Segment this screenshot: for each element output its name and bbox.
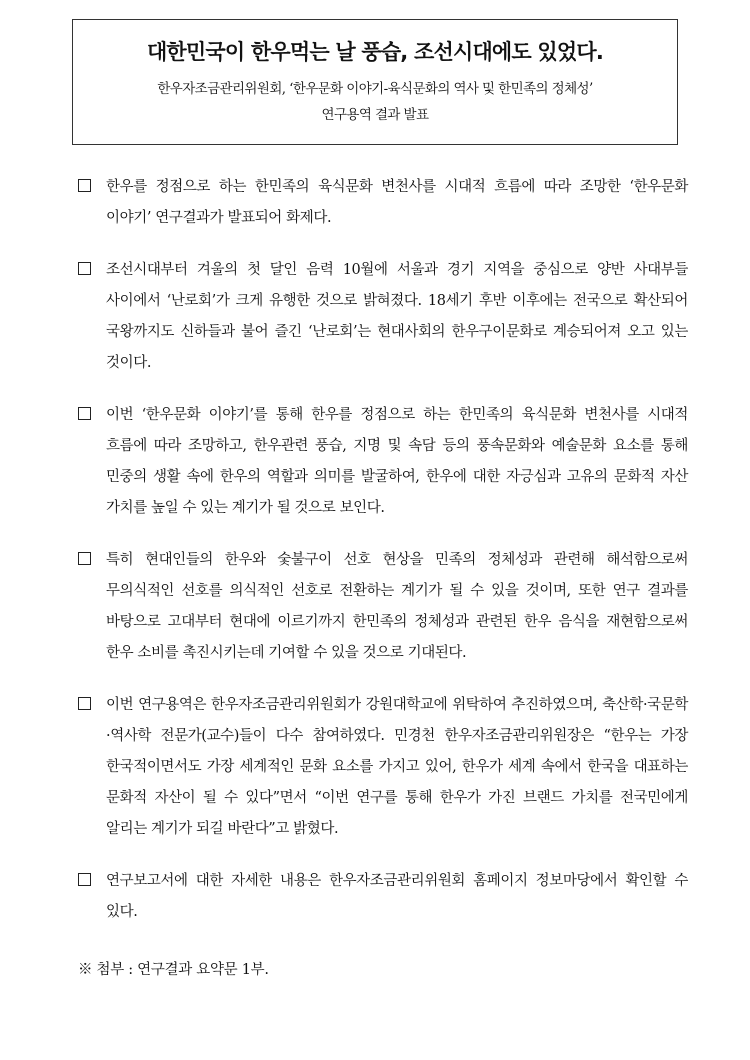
paragraph-item: [78, 255, 688, 379]
subtitle-line-2: 연구용역 결과 발표: [321, 107, 429, 123]
checkbox-bullet-icon: [78, 262, 91, 275]
subtitle-line-1: 한우자조금관리위원회, ‘한우문화 이야기-육식문화의 역사 및 한민족의 정체성’: [157, 81, 593, 97]
checkbox-bullet-icon: [78, 697, 91, 710]
paragraph-item: [78, 172, 688, 234]
paragraph-item: [78, 400, 688, 524]
checkbox-bullet-icon: [78, 873, 91, 886]
press-release-body: [78, 172, 688, 949]
paragraph-text: 한우를 정점으로 하는 한민족의 육식문화 변천사를 시대적 흐름에 따라 조망한 ‘한우문화 이야기’ 연구결과가 발표되어 화제다.: [106, 179, 688, 226]
attachment-note: ※ 첨부 : 연구결과 요약문 1부.: [78, 962, 269, 978]
paragraph-item: [78, 545, 688, 669]
paragraph-text: 이번 연구용역은 한우자조금관리위원회가 강원대학교에 위탁하여 추진하였으며, 축산학·국문학·역사학 전문가(교수)들이 다수 참여하였다. 민경천 한우자조금관리위원장은 “한우는 가장 한국적이면서도 가장 세계적인 문화 요소를 가지고 있어, 한우가 세계 속에서 한국을 대표하는 문화적 자산이 될 수 있다”면서 “이번 연구를 통해 한우가 가진 브랜드 가치를 전국민에게 알리는 계기가 되길 바란다”고 밝혔다.: [106, 697, 688, 837]
paragraph-text: 조선시대부터 겨울의 첫 달인 음력 10월에 서울과 경기 지역을 중심으로 양반 사대부들 사이에서 ‘난로회’가 크게 유행한 것으로 밝혀졌다. 18세기 후반 이후에는 전국으로 확산되어 국왕까지도 신하들과 불어 즐긴 ‘난로회’는 현대사회의 한우구이문화로 계승되어져 오고 있는 것이다.: [106, 262, 688, 371]
paragraph-item: [78, 866, 688, 928]
paragraph-text: 연구보고서에 대한 자세한 내용은 한우자조금관리위원회 홈페이지 정보마당에서 확인할 수 있다.: [106, 873, 688, 920]
checkbox-bullet-icon: [78, 179, 91, 192]
paragraph-text: 특히 현대인들의 한우와 숯불구이 선호 현상을 민족의 정체성과 관련해 해석함으로써 무의식적인 선호를 의식적인 선호로 전환하는 계기가 될 수 있을 것이며, 또한 연구 결과를 바탕으로 고대부터 현대에 이르기까지 한민족의 정체성과 관련된 한우 음식을 재현함으로써 한우 소비를 촉진시키는데 기여할 수 있을 것으로 기대된다.: [106, 552, 688, 661]
headline-box: [72, 19, 678, 145]
paragraph-text: 이번 ‘한우문화 이야기’를 통해 한우를 정점으로 하는 한민족의 육식문화 변천사를 시대적 흐름에 따라 조망하고, 한우관련 풍습, 지명 및 속담 등의 풍속문화와 예술문화 요소를 통해 민중의 생활 속에 한우의 역할과 의미를 발굴하여, 한우에 대한 자긍심과 고유의 문화적 자산 가치를 높일 수 있는 계기가 될 것으로 보인다.: [106, 407, 688, 516]
checkbox-bullet-icon: [78, 407, 91, 420]
headline-title: 대한민국이 한우먹는 날 풍습, 조선시대에도 있었다.: [146, 40, 604, 64]
paragraph-item: [78, 690, 688, 845]
headline-subtitle: [73, 76, 677, 128]
checkbox-bullet-icon: [78, 552, 91, 565]
